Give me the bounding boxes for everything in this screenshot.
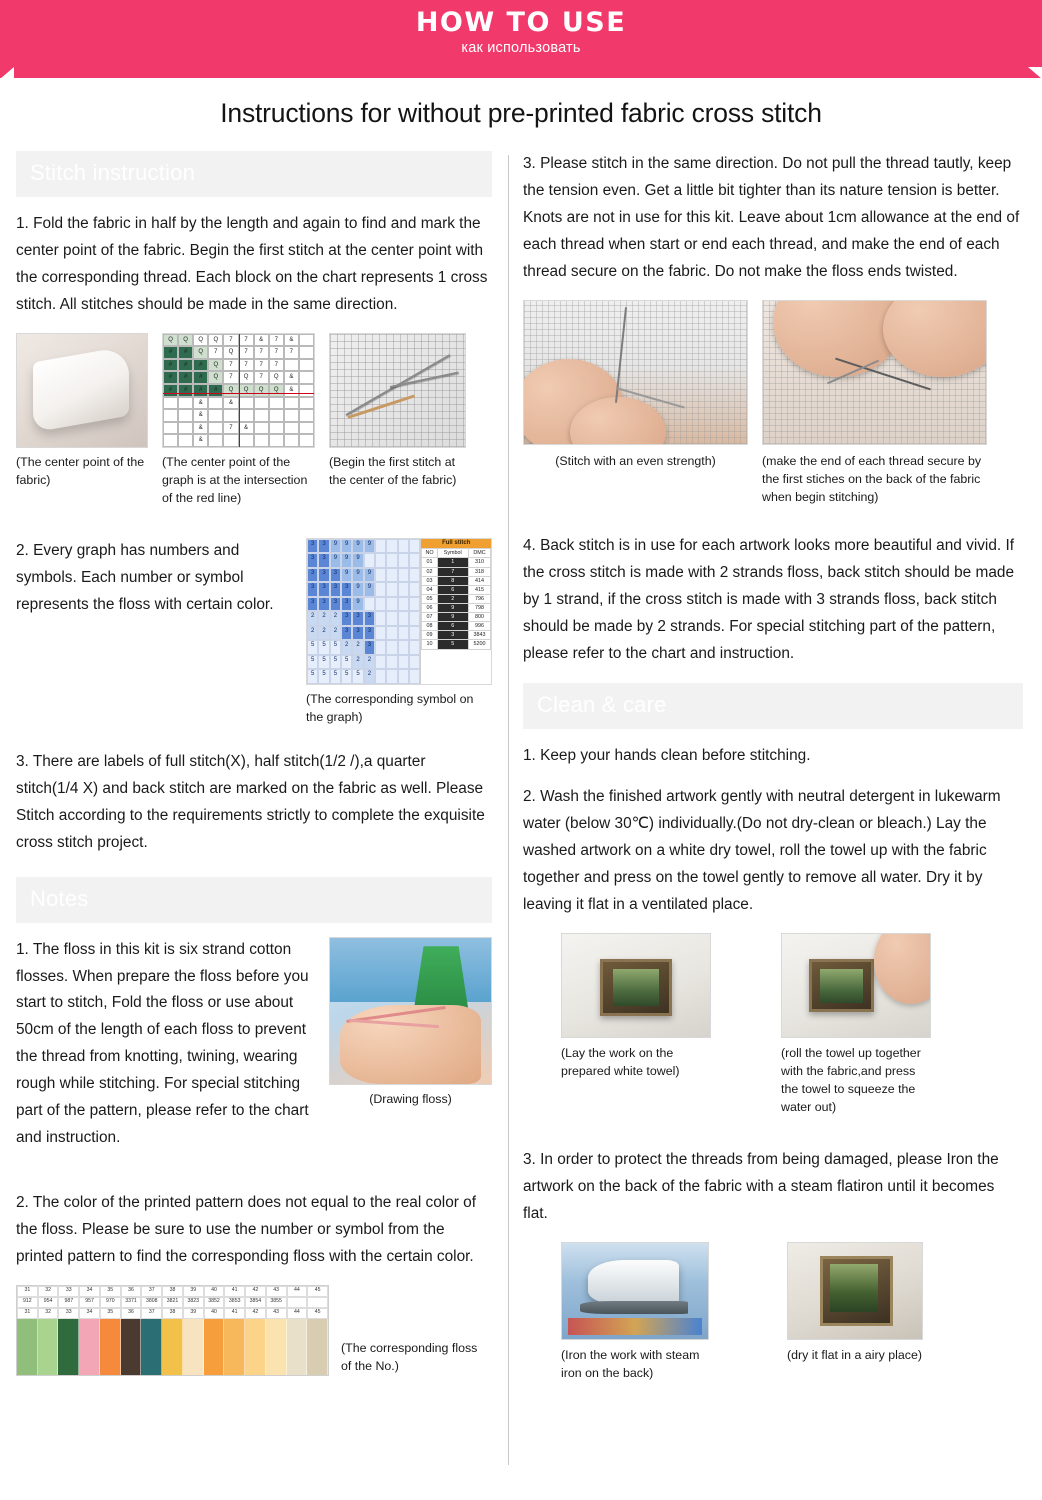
caption-lay-on-towel: (Lay the work on the prepared white towel) — [561, 1046, 680, 1079]
legend-row — [422, 604, 491, 613]
floss-dmc: 987 — [58, 1297, 79, 1308]
caption-iron-work: (Iron the work with steam iron on the back) — [561, 1348, 700, 1380]
floss-number: 31 — [17, 1286, 38, 1297]
floss-number: 42 — [245, 1286, 266, 1297]
paragraph-stitch-3: 3. There are labels of full stitch(X), half stitch(1/2 /),a quarter stitch(1/4 X) and back stitch are marked on the fabric as well. Please Stitch according to the requirements strictly to complete the exquisite cross stitch project. — [16, 752, 485, 851]
legend-dmc: 996 — [468, 622, 490, 631]
photo-drawing-floss — [329, 937, 492, 1085]
section-heading-clean-care: Clean & care — [523, 683, 1023, 729]
floss-dmc: 912 — [17, 1297, 38, 1308]
legend-row — [422, 585, 491, 594]
legend-dmc: 798 — [468, 604, 490, 613]
photo-symbol-chart — [306, 538, 492, 685]
legend-row — [422, 622, 491, 631]
legend-header-no: NO — [422, 549, 437, 558]
legend-header-dmc: DMC — [468, 549, 490, 558]
banner-subtitle: как использовать — [461, 40, 581, 57]
legend-no: 06 — [422, 604, 437, 613]
paragraph-right-3: 3. Please stitch in the same direction. Do not pull the thread tautly, keep the tension even. Get a little bit tighter than its nature tension is better. Knots are not in use for this kit. Leave about 1cm allowance at the end of each thread when start or end each thread, and make the end of each thread secure on the fabric. Do not make the floss ends twisted. — [523, 155, 1020, 280]
floss-skein — [287, 1319, 308, 1375]
floss-number: 37 — [141, 1286, 162, 1297]
floss-skein — [17, 1319, 38, 1375]
paragraph-clean-2: 2. Wash the finished artwork gently with neutral detergent in lukewarm water (below 30℃) individually.(Do not dry-clean or bleach.) Lay the washed artwork on a white dry towel, roll the towel up with the fabric together and press on the towel gently to remove all water. Dry it by leaving it flat in a ventilated place. — [523, 788, 1001, 914]
floss-dmc: 954 — [38, 1297, 59, 1308]
photo-iron-work — [561, 1242, 709, 1340]
legend-dmc: 5200 — [468, 640, 490, 649]
paragraph-stitch-1: 1. Fold the fabric in half by the length and again to find and mark the center point of the fabric. Begin the first stitch at the center point with the corresponding thread. Each block on the chart represents 1 cross stitch. All stitches should be made in the same direction. — [16, 215, 488, 313]
floss-skein — [266, 1319, 287, 1375]
paragraph-clean-3: 3. In order to protect the threads from being damaged, please Iron the artwork on the back of the fabric with a steam flatiron until it becomes flat. — [523, 1151, 999, 1223]
floss-number: 40 — [204, 1286, 225, 1297]
floss-number: 44 — [287, 1286, 308, 1297]
floss-card-block — [16, 1285, 492, 1376]
legend-symbol: 9 — [437, 604, 468, 613]
legend-symbol: 7 — [437, 567, 468, 576]
floss-dmc: 957 — [79, 1297, 100, 1308]
legend-symbol: 3 — [437, 631, 468, 640]
caption-even-strength: (Stitch with an even strength) — [555, 453, 716, 468]
column-divider — [508, 155, 509, 1465]
symbol-grid: 3 3 9 9 9 9 3 3 9 9 9 3 3 3 9 9 9 3 3 3 3 9 9 3 3 3 3 9 2 2 2 3 3 3 2 2 2 3 3 3 5 5 5 2 2 3 5 5 5 5 2 2 5 5 5 5 5 2 — [307, 539, 420, 684]
section-heading-notes: Notes — [16, 877, 492, 923]
legend-title: Full stitch — [421, 539, 491, 549]
caption-first-stitch: (Begin the first stitch at the center of the fabric) — [329, 454, 457, 487]
floss-number: 36 — [121, 1286, 142, 1297]
floss-number: 35 — [100, 1286, 121, 1297]
legend-dmc: 415 — [468, 585, 490, 594]
artwork-frame-icon — [809, 959, 874, 1012]
legend-header-row — [422, 549, 491, 558]
photo-chart-center-point — [162, 333, 315, 448]
content-columns — [0, 151, 1042, 1465]
banner-notch-right-icon — [1028, 67, 1042, 78]
artwork-image-icon — [830, 1264, 878, 1312]
legend-dmc: 3843 — [468, 631, 490, 640]
paragraph-notes-2: 2. The color of the printed pattern does not equal to the real color of the floss. Please be sure to use the number or symbol from the printed pattern to find the corresponding floss with the certain color. — [16, 1194, 477, 1266]
caption-symbol-chart: (The corresponding symbol on the graph) — [306, 691, 474, 724]
caption-secure-thread: (make the end of each thread secure by the first stiches on the back of the fabric when begin stitching) — [762, 453, 982, 504]
photo-row-tension — [523, 300, 1023, 507]
iron-icon — [588, 1260, 679, 1304]
floss-skein — [162, 1319, 183, 1375]
legend-dmc: 800 — [468, 613, 490, 622]
paragraph-2-block — [16, 538, 492, 727]
paragraph-clean-1: 1. Keep your hands clean before stitching. — [523, 747, 811, 765]
floss-dmc: 3853 — [224, 1297, 245, 1308]
legend-no: 03 — [422, 576, 437, 585]
hand-icon — [874, 933, 931, 1004]
paragraph-right-4: 4. Back stitch is in use for each artwork looks more beautiful and vivid. If the cross stitch is made with 2 strands floss, back stitch should be made by 1 strand, if the cross stitch is made with 3 strands floss, back stitch should be made by 2 strands. For special stitching part of the pattern, please refer to the chart and instruction. — [523, 536, 1015, 662]
caption-fabric-center-point: (The center point of the fabric) — [16, 454, 145, 487]
legend-row — [422, 594, 491, 603]
photo-row-iron — [523, 1242, 1023, 1383]
floss-number-b: 36 — [121, 1308, 142, 1319]
floss-number: 32 — [38, 1286, 59, 1297]
legend-no: 04 — [422, 585, 437, 594]
floss-number-b: 39 — [183, 1308, 204, 1319]
legend-dmc: 318 — [468, 567, 490, 576]
photo-row-wash — [523, 933, 1023, 1117]
floss-number-b: 38 — [162, 1308, 183, 1319]
floss-number-b: 41 — [224, 1308, 245, 1319]
floss-number: 33 — [58, 1286, 79, 1297]
floss-number-b: 45 — [307, 1308, 328, 1319]
legend-row — [422, 558, 491, 567]
hand-icon — [340, 1005, 482, 1084]
floss-number-b: 44 — [287, 1308, 308, 1319]
floss-number: 39 — [183, 1286, 204, 1297]
legend-row — [422, 631, 491, 640]
legend-row — [422, 576, 491, 585]
legend-row — [422, 567, 491, 576]
legend-dmc: 414 — [468, 576, 490, 585]
banner-notch-left-icon — [0, 67, 14, 78]
floss-number-b: 33 — [58, 1308, 79, 1319]
paragraph-notes-1: 1. The floss in this kit is six strand cotton flosses. When prepare the floss before you start to stitch, Fold the floss or use about 50cm of the length of each floss to prevent the thread from knotting, twining, wearing rough while stitching. For special stitching part of the pattern, please refer to the chart and instruction. — [16, 940, 309, 1147]
floss-number: 43 — [266, 1286, 287, 1297]
legend-no: 01 — [422, 558, 437, 567]
legend-no: 02 — [422, 567, 437, 576]
legend-symbol: 6 — [437, 585, 468, 594]
legend-symbol: 5 — [437, 640, 468, 649]
floss-skein — [224, 1319, 245, 1375]
floss-dmc: 3852 — [204, 1297, 225, 1308]
legend-no: 10 — [422, 640, 437, 649]
floss-dmc-row — [17, 1297, 328, 1308]
floss-numbers-bottom-row — [17, 1308, 328, 1319]
legend-no: 08 — [422, 622, 437, 631]
floss-number-b: 35 — [100, 1308, 121, 1319]
photo-first-stitch — [329, 333, 466, 448]
floss-dmc: 3821 — [162, 1297, 183, 1308]
legend-row — [422, 613, 491, 622]
artwork-frame-icon — [600, 959, 671, 1017]
notes-1-block — [16, 937, 492, 1167]
banner-title: HOW TO USE — [415, 7, 627, 38]
floss-skein — [307, 1319, 328, 1375]
legend-table — [421, 548, 491, 649]
banner-text-group — [0, 0, 1042, 56]
chart-red-line-vertical — [239, 334, 241, 447]
artwork-strip-icon — [568, 1318, 702, 1335]
floss-number: 41 — [224, 1286, 245, 1297]
legend-row — [422, 640, 491, 649]
floss-number-b: 43 — [266, 1308, 287, 1319]
floss-dmc: 970 — [100, 1297, 121, 1308]
photo-dry-flat — [787, 1242, 923, 1340]
caption-chart-center-point: (The center point of the graph is at the intersection of the red line) — [162, 454, 308, 505]
floss-skein — [38, 1319, 59, 1375]
floss-number: 45 — [307, 1286, 328, 1297]
legend-symbol: 8 — [437, 576, 468, 585]
floss-skein — [79, 1319, 100, 1375]
symbol-legend — [420, 539, 491, 684]
floss-numbers-top-row — [17, 1286, 328, 1297]
floss-skein — [183, 1319, 204, 1375]
floss-skein — [245, 1319, 266, 1375]
floss-skein — [58, 1319, 79, 1375]
floss-dmc — [287, 1297, 308, 1308]
chart-grid: Q Q Q Q 7 7 & 7 & # # Q 7 Q 7 7 7 7 # # # Q 7 7 7 7 # # # Q 7 Q 7 Q & # # # # Q Q Q Q & & & & & 7 & & — [163, 334, 314, 447]
floss-number-b: 31 — [17, 1308, 38, 1319]
floss-skein — [204, 1319, 225, 1375]
legend-header-symbol: Symbol — [437, 549, 468, 558]
floss-color-card — [16, 1285, 329, 1376]
floss-number-b: 42 — [245, 1308, 266, 1319]
photo-fabric-center-point — [16, 333, 148, 448]
page-title: Instructions for without pre-printed fabric cross stitch — [220, 98, 822, 128]
needle-secondary-icon — [390, 371, 459, 388]
floss-number: 34 — [79, 1286, 100, 1297]
legend-dmc: 310 — [468, 558, 490, 567]
header-banner — [0, 0, 1042, 78]
paragraph-stitch-2: 2. Every graph has numbers and symbols. Each number or symbol represents the floss with certain color. — [16, 541, 274, 613]
caption-drawing-floss: (Drawing floss) — [369, 1091, 452, 1106]
floss-number-b: 40 — [204, 1308, 225, 1319]
section-heading-stitch-instruction: Stitch instruction — [16, 151, 492, 197]
iron-plate-icon — [580, 1301, 688, 1314]
floss-skein-row — [17, 1319, 328, 1375]
floss-skein — [121, 1319, 142, 1375]
photo-roll-towel — [781, 933, 931, 1038]
legend-dmc: 796 — [468, 594, 490, 603]
floss-skein — [141, 1319, 162, 1375]
legend-no: 09 — [422, 631, 437, 640]
legend-no: 05 — [422, 594, 437, 603]
photo-secure-thread — [762, 300, 987, 445]
floss-number-b: 34 — [79, 1308, 100, 1319]
legend-symbol: 6 — [437, 622, 468, 631]
photo-bg-blue — [330, 938, 491, 1002]
floss-number-b: 32 — [38, 1308, 59, 1319]
right-column — [523, 151, 1023, 1465]
floss-dmc: 3371 — [121, 1297, 142, 1308]
photo-even-strength — [523, 300, 748, 445]
caption-dry-flat: (dry it flat in a airy place) — [787, 1348, 922, 1362]
caption-floss-card: (The corresponding floss of the No.) — [341, 1341, 478, 1374]
legend-symbol: 1 — [437, 558, 468, 567]
photo-row-stitch — [16, 333, 492, 508]
legend-symbol: 9 — [437, 613, 468, 622]
legend-no: 07 — [422, 613, 437, 622]
chart-red-line-horizontal — [163, 393, 314, 395]
photo-lay-on-towel — [561, 933, 711, 1038]
floss-dmc: 3854 — [245, 1297, 266, 1308]
floss-dmc: 3823 — [183, 1297, 204, 1308]
floss-dmc: 3808 — [141, 1297, 162, 1308]
floss-dmc: 3855 — [266, 1297, 287, 1308]
left-column — [16, 151, 508, 1465]
floss-skein — [100, 1319, 121, 1375]
floss-number: 38 — [162, 1286, 183, 1297]
floss-number-b: 37 — [141, 1308, 162, 1319]
caption-roll-towel: (roll the towel up together with the fabric,and press the towel to squeeze the water out) — [781, 1046, 921, 1115]
legend-symbol: 2 — [437, 594, 468, 603]
floss-dmc — [307, 1297, 328, 1308]
